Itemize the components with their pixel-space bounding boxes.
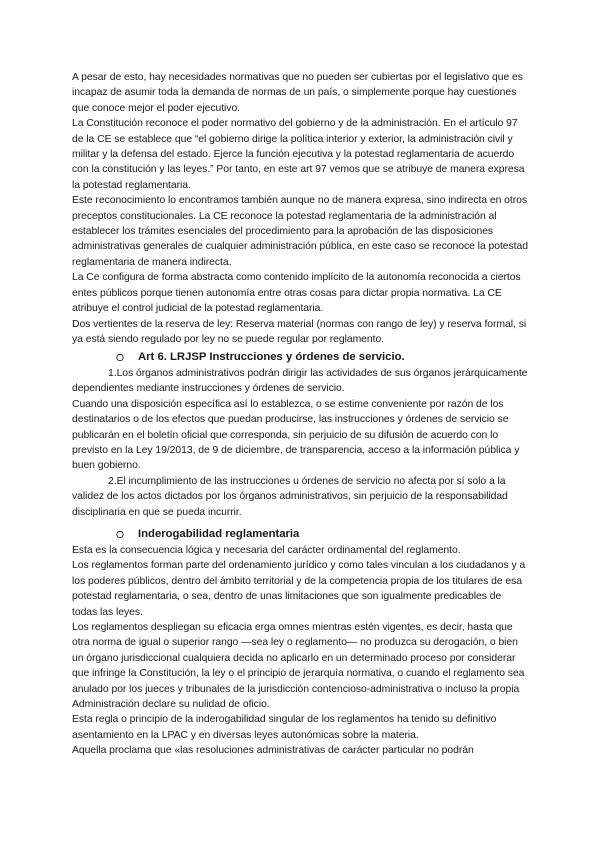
section-heading-inderogabilidad: [114, 527, 534, 542]
paragraph: Los reglamentos forman parte del ordenamiento jurídico y como tales vinculan a los ciudadanos y a los poderes públicos, dentro del ámbito territorial y de la competencia propia de los titulares de esa potestad reglamentaria, o sea, dentro de unas limitaciones que son igualmente predicables de todas las leyes.: [72, 560, 526, 618]
paragraph: Aquella proclama que «las resoluciones administrativas de carácter particular no podrán: [72, 745, 474, 757]
section-reglamento-intro: [72, 70, 528, 347]
paragraph: Dos vertientes de la reserva de ley: Reserva material (normas con rango de ley) y reserva formal, si ya está siendo regulado por ley no se puede regular por reglamento.: [72, 318, 527, 345]
paragraph: Cuando una disposición específica así lo establezca, o se estime conveniente por razón de los destinatarios o de los efectos que puedan producirse, las instrucciones y órdenes de servicio se publicarán en el boletín oficial que corresponda, sin perjuicio de su difusión de acuerdo con lo previsto en la Ley 19/2013, de 9 de diciembre, de transparencia, acceso a la información pública y buen gobierno.: [72, 398, 520, 472]
paragraph: Esta es la consecuencia lógica y necesaria del carácter ordinamental del reglamento.: [72, 545, 461, 556]
paragraph: Este reconocimiento lo encontramos también aunque no de manera expresa, sino indirecta en otros preceptos constitucionales. La CE reconoce la potestad reglamentaria de la administración al establecer los trámites esenciales del procedimiento para la aprobación de las disposiciones administrativas generales de cualquier administración pública, en este caso se reconoce la potestad reglamentaria de manera indirecta.: [72, 195, 528, 268]
paragraph: Los reglamentos despliegan su eficacia erga omnes mientras estén vigentes, es decir, hasta que otra norma de igual o superior rango —sea ley o reglamento— no produzca su derogación, o bien un órgano jurisdiccional cualquiera decida no aplicarlo en un determinado proceso por considerar que infringe la Constitución, la ley o el principio de jerarquía normativa, o cuando el reglamento sea anulado por los jueces y tribunales de la jurisdicción contencioso-administrativa o incluso la propia Administración declare su nulidad de oficio.: [72, 622, 525, 711]
section-art6-body: [72, 366, 528, 520]
hollow-circle-bullet-icon: [114, 351, 126, 363]
section-heading-art6: [114, 350, 534, 365]
paragraph: La Ce configura de forma abstracta como contenido implícito de la autonomía reconocida a ciertos entes públicos porque tienen autonomía entre otras cosas para dictar propia normativa. La CE atribuye el control judicial de la potestad reglamentaria.: [72, 272, 521, 315]
paragraph: 2.El incumplimiento de las instrucciones u órdenes de servicio no afecta por sí solo a la validez de los actos dictados por los órganos administrativos, sin perjuicio de la responsabilidad disciplinaria en que se pueda incurrir.: [72, 475, 508, 518]
paragraph: Esta regla o principio de la inderogabilidad singular de los reglamentos ha tenido su definitivo asentamiento en la LPAC y en diversas leyes autonómicas sobre la materia.: [72, 714, 497, 741]
heading-text: Inderogabilidad reglamentaria: [138, 528, 300, 540]
section-inderogabilidad-body: [72, 543, 528, 759]
hollow-circle-bullet-icon: [114, 528, 126, 540]
paragraph: 1.Los órganos administrativos podrán dirigir las actividades de sus órganos jerárquicamente dependientes mediante instrucciones y órdenes de servicio.: [72, 368, 528, 395]
heading-text: Art 6. LRJSP Instrucciones y órdenes de servicio.: [138, 351, 405, 363]
paragraph: La Constitución reconoce el poder normativo del gobierno y de la administración. En el artículo 97 de la CE se establece que “el gobierno dirige la política interior y exterior, la administración civil y militar y la defensa del estado. Ejerce la función ejecutiva y la potestad reglamentaria de acuerdo con la constitución y las leyes.” Por tanto, en este art 97 vemos que se atribuye de manera expresa la potestad reglamentaria.: [72, 118, 525, 191]
paragraph: A pesar de esto, hay necesidades normativas que no pueden ser cubiertas por el legislativo que es incapaz de asumir toda la demanda de normas de un país, o simplemente porque hay cuestiones que conoce mejor el poder ejecutivo.: [72, 72, 523, 114]
